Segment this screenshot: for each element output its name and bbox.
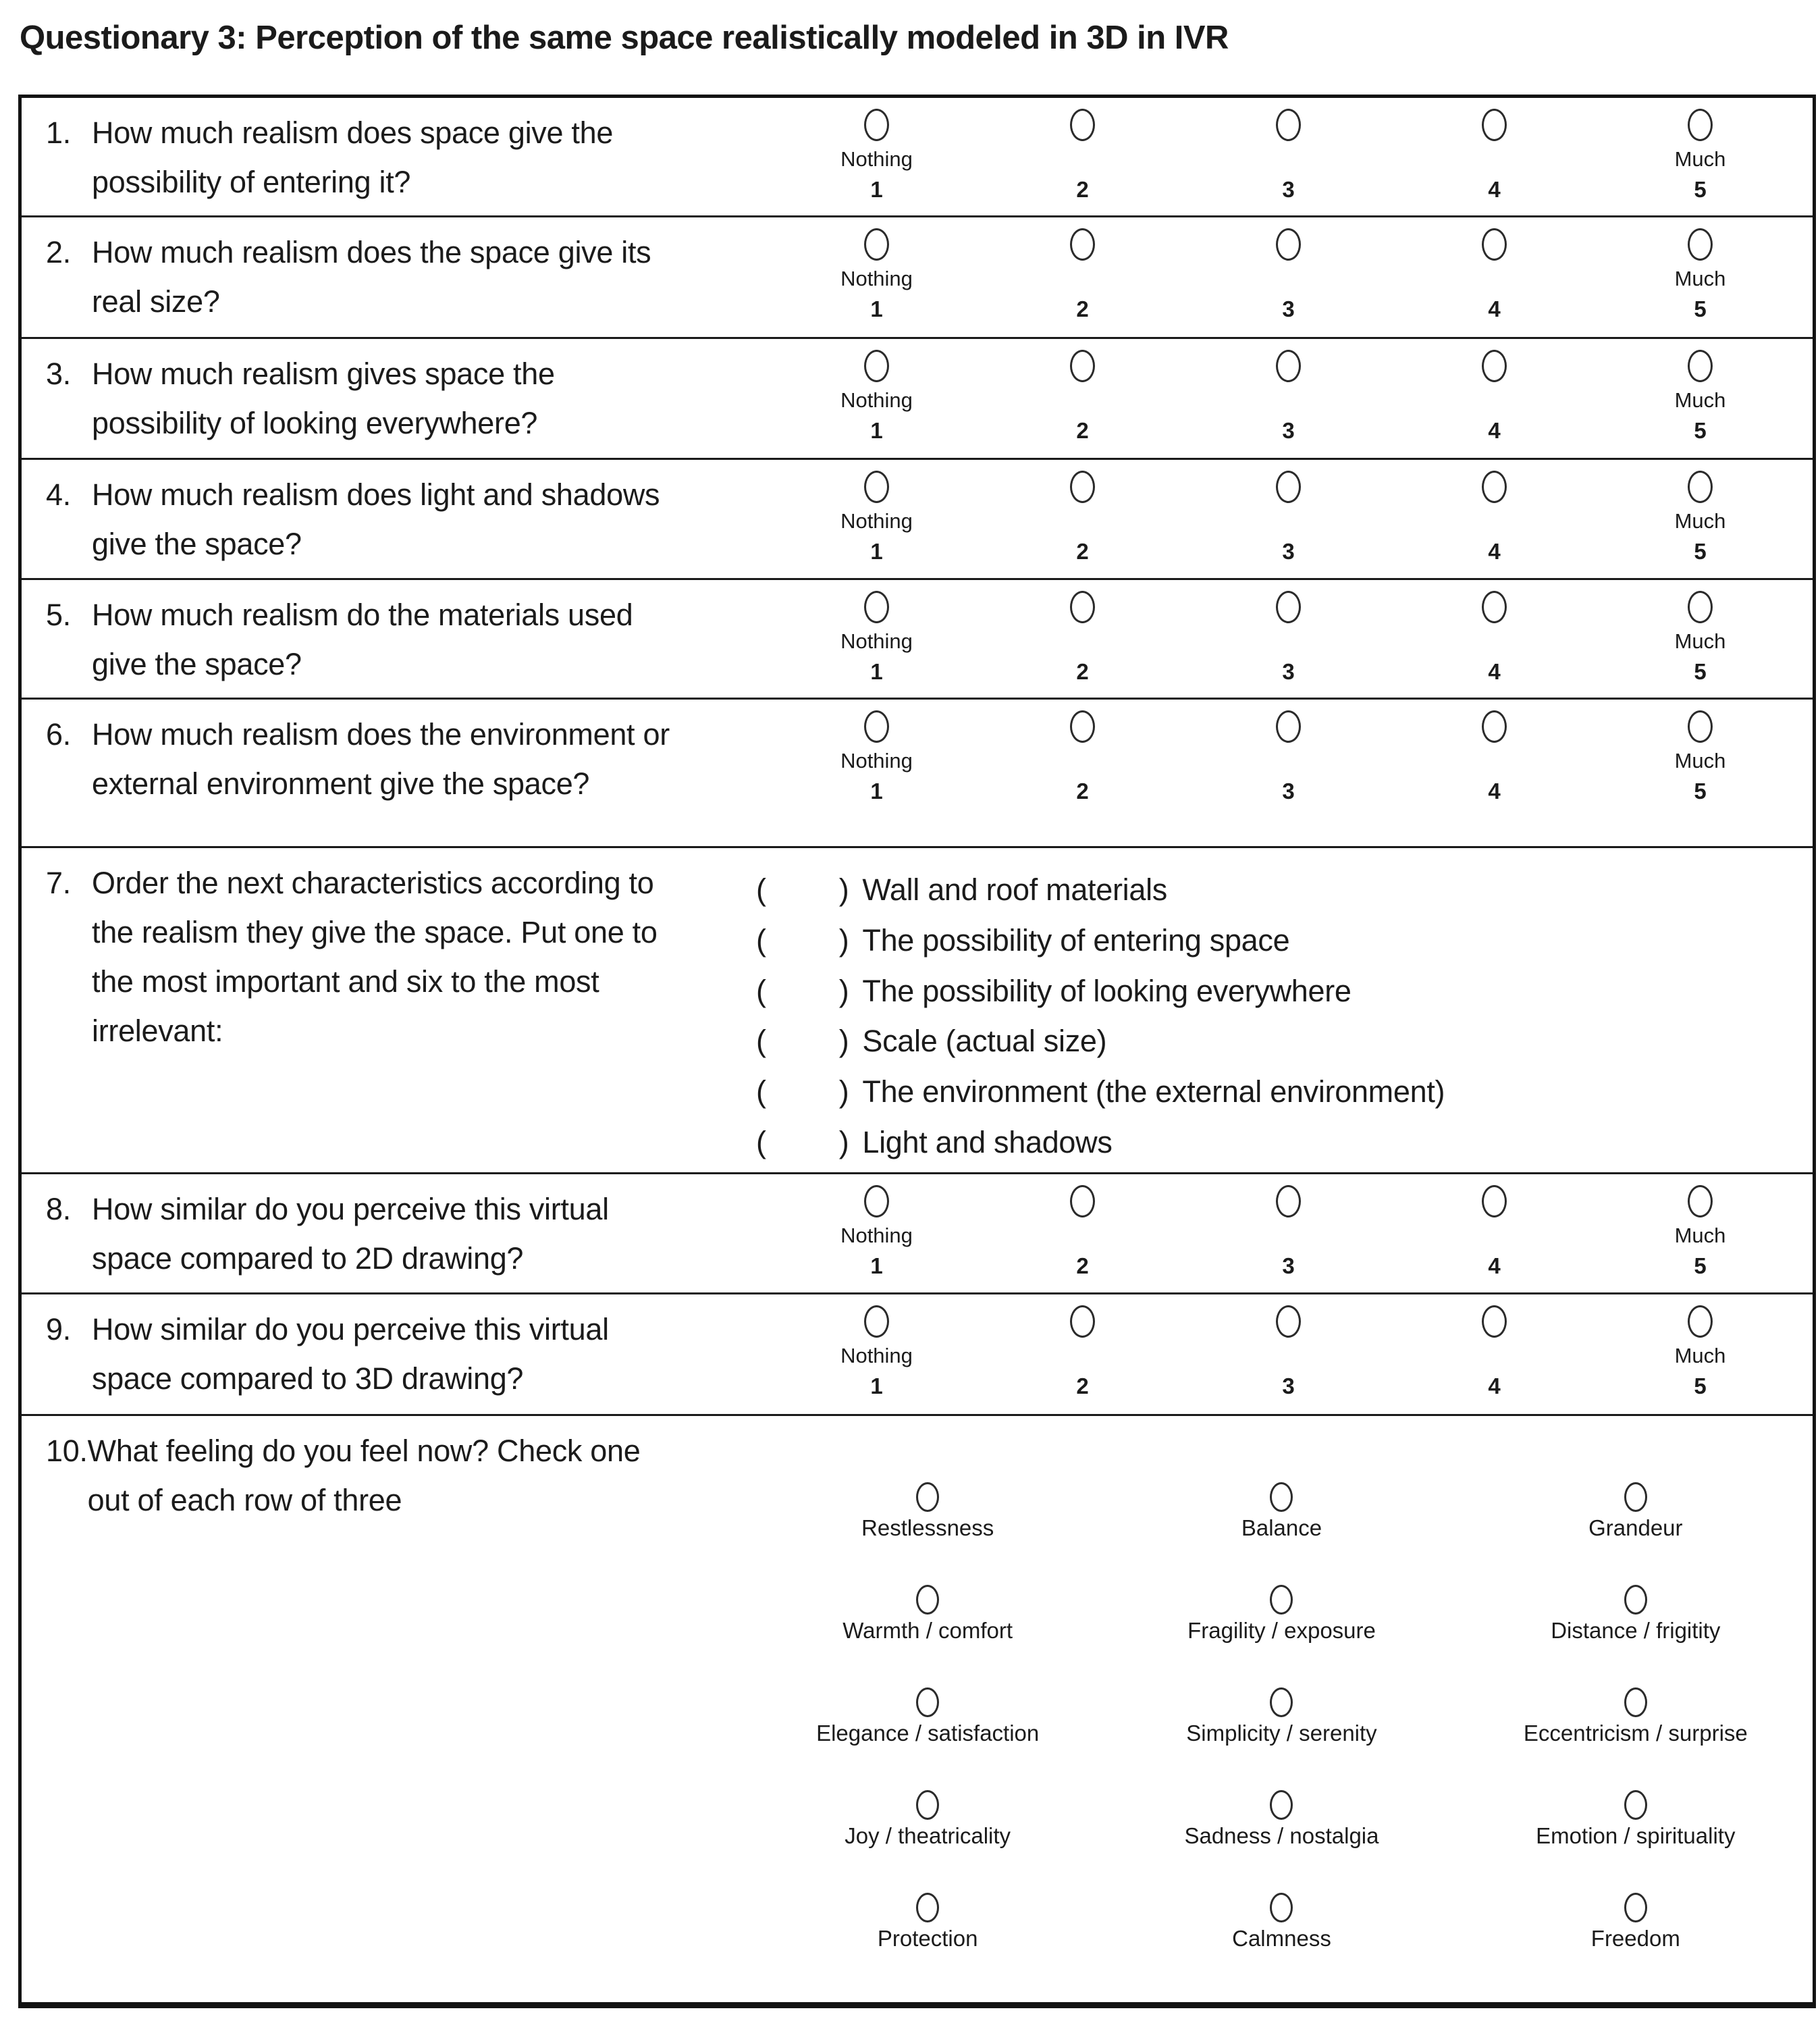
scale-point-label: 3 — [1282, 296, 1295, 321]
scale-min-label: Nothing — [840, 1224, 913, 1247]
scale-point-label: 1 — [870, 177, 883, 202]
rank-blank[interactable] — [766, 893, 839, 900]
scale-option-1 — [774, 228, 980, 337]
feeling-label: Elegance / satisfaction — [816, 1721, 1040, 1746]
scale-option-4 — [1391, 228, 1597, 337]
radio-button[interactable] — [1070, 710, 1095, 743]
question-text: How much realism does space give the possibility of entering it? — [92, 115, 614, 199]
feeling-option — [1104, 1585, 1458, 1687]
question-row-7 — [22, 846, 1813, 1172]
scale-point-label: 2 — [1076, 539, 1089, 564]
scale-cell — [751, 339, 1813, 458]
radio-button[interactable] — [864, 109, 889, 141]
question-number: 5. — [46, 598, 71, 632]
feeling-label: Freedom — [1590, 1926, 1680, 1951]
feelings-row — [751, 1687, 1813, 1790]
question-row-2 — [22, 215, 1813, 337]
scale-option-2 — [980, 591, 1185, 698]
rank-item — [756, 974, 1813, 1009]
question-cell — [22, 460, 751, 578]
radio-button[interactable] — [1688, 1305, 1713, 1338]
feelings-row — [751, 1790, 1813, 1893]
scale-option-4 — [1391, 109, 1597, 215]
scale-option-4 — [1391, 471, 1597, 578]
paren-open: ( — [756, 872, 766, 907]
scale-cell — [751, 1294, 1813, 1414]
paren-close: ) — [838, 973, 849, 1008]
feeling-label: Grandeur — [1588, 1515, 1683, 1540]
question-number: 10. — [46, 1434, 88, 1468]
feeling-label: Eccentricism / surprise — [1523, 1721, 1748, 1746]
feeling-option — [1459, 1585, 1813, 1687]
rank-item-label: Wall and roof materials — [862, 872, 1167, 907]
question-cell — [22, 580, 751, 698]
scale-point-label: 3 — [1282, 659, 1295, 684]
rank-list — [751, 848, 1813, 1172]
radio-button[interactable] — [1070, 228, 1095, 261]
radio-button[interactable] — [1276, 471, 1301, 503]
scale-min-label: Nothing — [840, 147, 913, 171]
page-title: Questionary 3: Perception of the same space realistically modeled in 3D in IVR — [20, 20, 1229, 56]
radio-button[interactable] — [1276, 1185, 1301, 1217]
feeling-option — [1104, 1482, 1458, 1585]
radio-button[interactable] — [1276, 1305, 1301, 1338]
scale-max-label: Much — [1674, 749, 1726, 772]
questionnaire-table — [18, 95, 1816, 2008]
radio-button[interactable] — [1276, 109, 1301, 141]
radio-button[interactable] — [1688, 228, 1713, 261]
feeling-option — [1459, 1893, 1813, 1995]
radio-button[interactable] — [1270, 1893, 1293, 1922]
radio-button[interactable] — [1624, 1790, 1647, 1820]
scale-point-label: 2 — [1076, 1373, 1089, 1398]
scale-cell — [751, 98, 1813, 215]
scale-point-label: 3 — [1282, 1373, 1295, 1398]
feeling-label: Calmness — [1232, 1926, 1331, 1951]
scale-point-label: 4 — [1488, 1373, 1501, 1398]
radio-button[interactable] — [1688, 710, 1713, 743]
feeling-label: Restlessness — [861, 1515, 994, 1540]
scale-option-2 — [980, 109, 1185, 215]
feeling-option — [751, 1790, 1104, 1893]
rank-blank[interactable] — [766, 995, 839, 1001]
rank-item — [756, 872, 1813, 908]
paren-close: ) — [838, 922, 849, 958]
radio-button[interactable] — [916, 1790, 939, 1820]
feeling-option — [1459, 1687, 1813, 1790]
paren-open: ( — [756, 922, 766, 958]
scale-max-label: Much — [1674, 388, 1726, 412]
radio-button[interactable] — [1070, 591, 1095, 623]
question-number: 2. — [46, 235, 71, 269]
question-number: 9. — [46, 1312, 71, 1346]
feeling-label: Protection — [877, 1926, 978, 1951]
radio-button[interactable] — [916, 1893, 939, 1922]
scale-point-label: 3 — [1282, 1253, 1295, 1278]
rank-item-label: The possibility of entering space — [862, 922, 1290, 958]
radio-button[interactable] — [1070, 471, 1095, 503]
radio-button[interactable] — [1070, 1185, 1095, 1217]
scale-cell — [751, 460, 1813, 578]
radio-button[interactable] — [864, 1305, 889, 1338]
paren-open: ( — [756, 973, 766, 1008]
question-cell — [22, 98, 751, 215]
question-row-3 — [22, 337, 1813, 458]
feeling-label: Fragility / exposure — [1187, 1618, 1376, 1643]
scale-option-5 — [1597, 1305, 1803, 1414]
scale-point-label: 5 — [1694, 779, 1707, 804]
scale-option-2 — [980, 350, 1185, 458]
scale-option-4 — [1391, 710, 1597, 846]
paren-close: ) — [838, 1074, 849, 1109]
radio-button[interactable] — [1276, 228, 1301, 261]
scale-point-label: 1 — [870, 539, 883, 564]
rank-blank[interactable] — [766, 1146, 839, 1153]
scale-point-label: 3 — [1282, 177, 1295, 202]
scale-option-1 — [774, 1185, 980, 1292]
scale-point-label: 4 — [1488, 539, 1501, 564]
radio-button[interactable] — [1688, 471, 1713, 503]
feeling-label: Joy / theatricality — [845, 1823, 1011, 1848]
scale-point-label: 4 — [1488, 659, 1501, 684]
radio-button[interactable] — [1624, 1585, 1647, 1615]
radio-button[interactable] — [1482, 710, 1507, 743]
scale-option-2 — [980, 1305, 1185, 1414]
question-number: 1. — [46, 115, 71, 150]
scale-point-label: 1 — [870, 1253, 883, 1278]
scale-point-label: 2 — [1076, 659, 1089, 684]
radio-button[interactable] — [1688, 591, 1713, 623]
scale-min-label: Nothing — [840, 629, 913, 653]
scale-point-label: 4 — [1488, 1253, 1501, 1278]
rank-item — [756, 1024, 1813, 1059]
feeling-option — [751, 1585, 1104, 1687]
scale-min-label: Nothing — [840, 388, 913, 412]
paren-open: ( — [756, 1074, 766, 1109]
scale-max-label: Much — [1674, 147, 1726, 171]
radio-button[interactable] — [1482, 471, 1507, 503]
scale-point-label: 5 — [1694, 659, 1707, 684]
question-cell — [22, 1174, 751, 1292]
paren-open: ( — [756, 1124, 766, 1159]
feeling-option — [751, 1893, 1104, 1995]
radio-button[interactable] — [1688, 1185, 1713, 1217]
radio-button[interactable] — [864, 471, 889, 503]
scale-max-label: Much — [1674, 1224, 1726, 1247]
question-row-8 — [22, 1172, 1813, 1292]
question-cell — [22, 848, 751, 1172]
scale-max-label: Much — [1674, 1344, 1726, 1367]
question-row-10 — [22, 1414, 1813, 2002]
radio-button[interactable] — [1276, 591, 1301, 623]
scale-point-label: 5 — [1694, 539, 1707, 564]
scale-option-3 — [1185, 350, 1391, 458]
question-cell — [22, 1294, 751, 1414]
radio-button[interactable] — [1482, 591, 1507, 623]
radio-button[interactable] — [1688, 109, 1713, 141]
scale-option-1 — [774, 591, 980, 698]
scale-point-label: 2 — [1076, 296, 1089, 321]
scale-option-5 — [1597, 471, 1803, 578]
scale-option-3 — [1185, 228, 1391, 337]
scale-max-label: Much — [1674, 267, 1726, 290]
question-row-9 — [22, 1292, 1813, 1414]
radio-button[interactable] — [1070, 109, 1095, 141]
scale-option-1 — [774, 710, 980, 846]
scale-point-label: 1 — [870, 779, 883, 804]
scale-option-4 — [1391, 1305, 1597, 1414]
paren-close: ) — [838, 1024, 849, 1059]
scale-point-label: 4 — [1488, 296, 1501, 321]
scale-option-1 — [774, 350, 980, 458]
question-text: How similar do you perceive this virtual space compared to 3D drawing? — [92, 1312, 609, 1396]
radio-button[interactable] — [916, 1687, 939, 1717]
feeling-label: Simplicity / serenity — [1186, 1721, 1377, 1746]
radio-button[interactable] — [864, 1185, 889, 1217]
scale-option-3 — [1185, 1305, 1391, 1414]
question-row-5 — [22, 578, 1813, 698]
question-number: 4. — [46, 477, 71, 512]
scale-min-label: Nothing — [840, 267, 913, 290]
feeling-option — [1104, 1790, 1458, 1893]
scale-point-label: 1 — [870, 659, 883, 684]
question-text: How much realism do the materials used give the space? — [92, 598, 633, 681]
scale-cell — [751, 217, 1813, 337]
scale-point-label: 5 — [1694, 1253, 1707, 1278]
feeling-label: Distance / frigitity — [1551, 1618, 1721, 1643]
feeling-label: Warmth / comfort — [842, 1618, 1013, 1643]
question-text: Order the next characteristics according to the realism they give the space. Put one to the most important and six to the most irrelevant: — [92, 866, 658, 1048]
question-text: How much realism does the space give its real size? — [92, 235, 651, 319]
rank-blank[interactable] — [766, 1095, 839, 1102]
question-row-1 — [22, 98, 1813, 215]
question-row-6 — [22, 698, 1813, 846]
feeling-label: Balance — [1241, 1515, 1322, 1540]
scale-option-2 — [980, 710, 1185, 846]
scale-option-4 — [1391, 350, 1597, 458]
scale-option-2 — [980, 1185, 1185, 1292]
scale-option-2 — [980, 228, 1185, 337]
scale-point-label: 2 — [1076, 1253, 1089, 1278]
question-text: How similar do you perceive this virtual space compared to 2D drawing? — [92, 1192, 609, 1276]
radio-button[interactable] — [864, 228, 889, 261]
radio-button[interactable] — [1624, 1482, 1647, 1512]
scale-option-4 — [1391, 591, 1597, 698]
radio-button[interactable] — [1624, 1687, 1647, 1717]
scale-point-label: 3 — [1282, 539, 1295, 564]
question-text: How much realism gives space the possibility of looking everywhere? — [92, 357, 555, 440]
radio-button[interactable] — [1276, 350, 1301, 382]
radio-button[interactable] — [1270, 1585, 1293, 1615]
feeling-option — [751, 1687, 1104, 1790]
scale-point-label: 1 — [870, 418, 883, 443]
scale-point-label: 3 — [1282, 779, 1295, 804]
scale-option-5 — [1597, 350, 1803, 458]
feeling-option — [1104, 1687, 1458, 1790]
scale-point-label: 2 — [1076, 779, 1089, 804]
radio-button[interactable] — [916, 1585, 939, 1615]
radio-button[interactable] — [864, 350, 889, 382]
question-number: 6. — [46, 717, 71, 752]
scale-min-label: Nothing — [840, 749, 913, 772]
scale-min-label: Nothing — [840, 1344, 913, 1367]
question-text: What feeling do you feel now? Check one out of each row of three — [87, 1434, 641, 1517]
question-cell — [22, 339, 751, 458]
scale-option-3 — [1185, 471, 1391, 578]
question-cell — [22, 1416, 751, 2002]
scale-point-label: 4 — [1488, 177, 1501, 202]
radio-button[interactable] — [1482, 228, 1507, 261]
feeling-option — [1459, 1790, 1813, 1893]
scale-option-1 — [774, 1305, 980, 1414]
rank-item-label: Light and shadows — [862, 1124, 1113, 1159]
scale-option-5 — [1597, 591, 1803, 698]
radio-button[interactable] — [1070, 1305, 1095, 1338]
scale-cell — [751, 580, 1813, 698]
scale-option-3 — [1185, 1185, 1391, 1292]
feelings-row — [751, 1585, 1813, 1687]
question-row-4 — [22, 458, 1813, 578]
paren-close: ) — [838, 1124, 849, 1159]
radio-button[interactable] — [864, 710, 889, 743]
scale-max-label: Much — [1674, 629, 1726, 653]
feeling-label: Emotion / spirituality — [1536, 1823, 1736, 1848]
rank-item-label: The possibility of looking everywhere — [862, 973, 1351, 1008]
rank-blank[interactable] — [766, 944, 839, 951]
rank-item-label: Scale (actual size) — [862, 1024, 1107, 1059]
scale-max-label: Much — [1674, 509, 1726, 533]
feeling-option — [751, 1482, 1104, 1585]
radio-button[interactable] — [1276, 710, 1301, 743]
scale-point-label: 3 — [1282, 418, 1295, 443]
scale-point-label: 5 — [1694, 177, 1707, 202]
question-cell — [22, 217, 751, 337]
radio-button[interactable] — [1070, 350, 1095, 382]
scale-option-5 — [1597, 710, 1803, 846]
question-number: 8. — [46, 1192, 71, 1226]
radio-button[interactable] — [1482, 350, 1507, 382]
scale-point-label: 5 — [1694, 1373, 1707, 1398]
scale-option-1 — [774, 109, 980, 215]
radio-button[interactable] — [1270, 1482, 1293, 1512]
feeling-option — [1459, 1482, 1813, 1585]
scale-cell — [751, 1174, 1813, 1292]
scale-option-4 — [1391, 1185, 1597, 1292]
radio-button[interactable] — [916, 1482, 939, 1512]
scale-point-label: 1 — [870, 296, 883, 321]
scale-option-5 — [1597, 109, 1803, 215]
paren-close: ) — [838, 872, 849, 907]
scale-point-label: 1 — [870, 1373, 883, 1398]
scale-min-label: Nothing — [840, 509, 913, 533]
rank-item — [756, 1074, 1813, 1109]
scale-point-label: 4 — [1488, 418, 1501, 443]
feelings-row — [751, 1893, 1813, 1995]
radio-button[interactable] — [864, 591, 889, 623]
question-text: How much realism does the environment or external environment give the space? — [92, 717, 670, 801]
scale-option-3 — [1185, 591, 1391, 698]
feelings-grid — [751, 1416, 1813, 2002]
scale-point-label: 4 — [1488, 779, 1501, 804]
scale-option-2 — [980, 471, 1185, 578]
radio-button[interactable] — [1270, 1790, 1293, 1820]
scale-point-label: 5 — [1694, 296, 1707, 321]
feeling-option — [1104, 1893, 1458, 1995]
radio-button[interactable] — [1482, 1185, 1507, 1217]
rank-item — [756, 1125, 1813, 1160]
scale-cell — [751, 700, 1813, 846]
question-number: 3. — [46, 357, 71, 391]
scale-point-label: 2 — [1076, 418, 1089, 443]
question-text: How much realism does light and shadows give the space? — [92, 477, 660, 561]
radio-button[interactable] — [1624, 1893, 1647, 1922]
scale-option-3 — [1185, 109, 1391, 215]
feeling-label: Sadness / nostalgia — [1184, 1823, 1379, 1848]
scale-point-label: 2 — [1076, 177, 1089, 202]
rank-item-label: The environment (the external environment) — [862, 1074, 1445, 1109]
feelings-row — [751, 1482, 1813, 1585]
question-number: 7. — [46, 866, 71, 900]
rank-item — [756, 923, 1813, 958]
radio-button[interactable] — [1482, 109, 1507, 141]
question-cell — [22, 700, 751, 846]
radio-button[interactable] — [1688, 350, 1713, 382]
scale-option-5 — [1597, 228, 1803, 337]
scale-option-3 — [1185, 710, 1391, 846]
paren-open: ( — [756, 1024, 766, 1059]
radio-button[interactable] — [1482, 1305, 1507, 1338]
rank-blank[interactable] — [766, 1045, 839, 1051]
radio-button[interactable] — [1270, 1687, 1293, 1717]
scale-option-1 — [774, 471, 980, 578]
scale-option-5 — [1597, 1185, 1803, 1292]
scale-point-label: 5 — [1694, 418, 1707, 443]
